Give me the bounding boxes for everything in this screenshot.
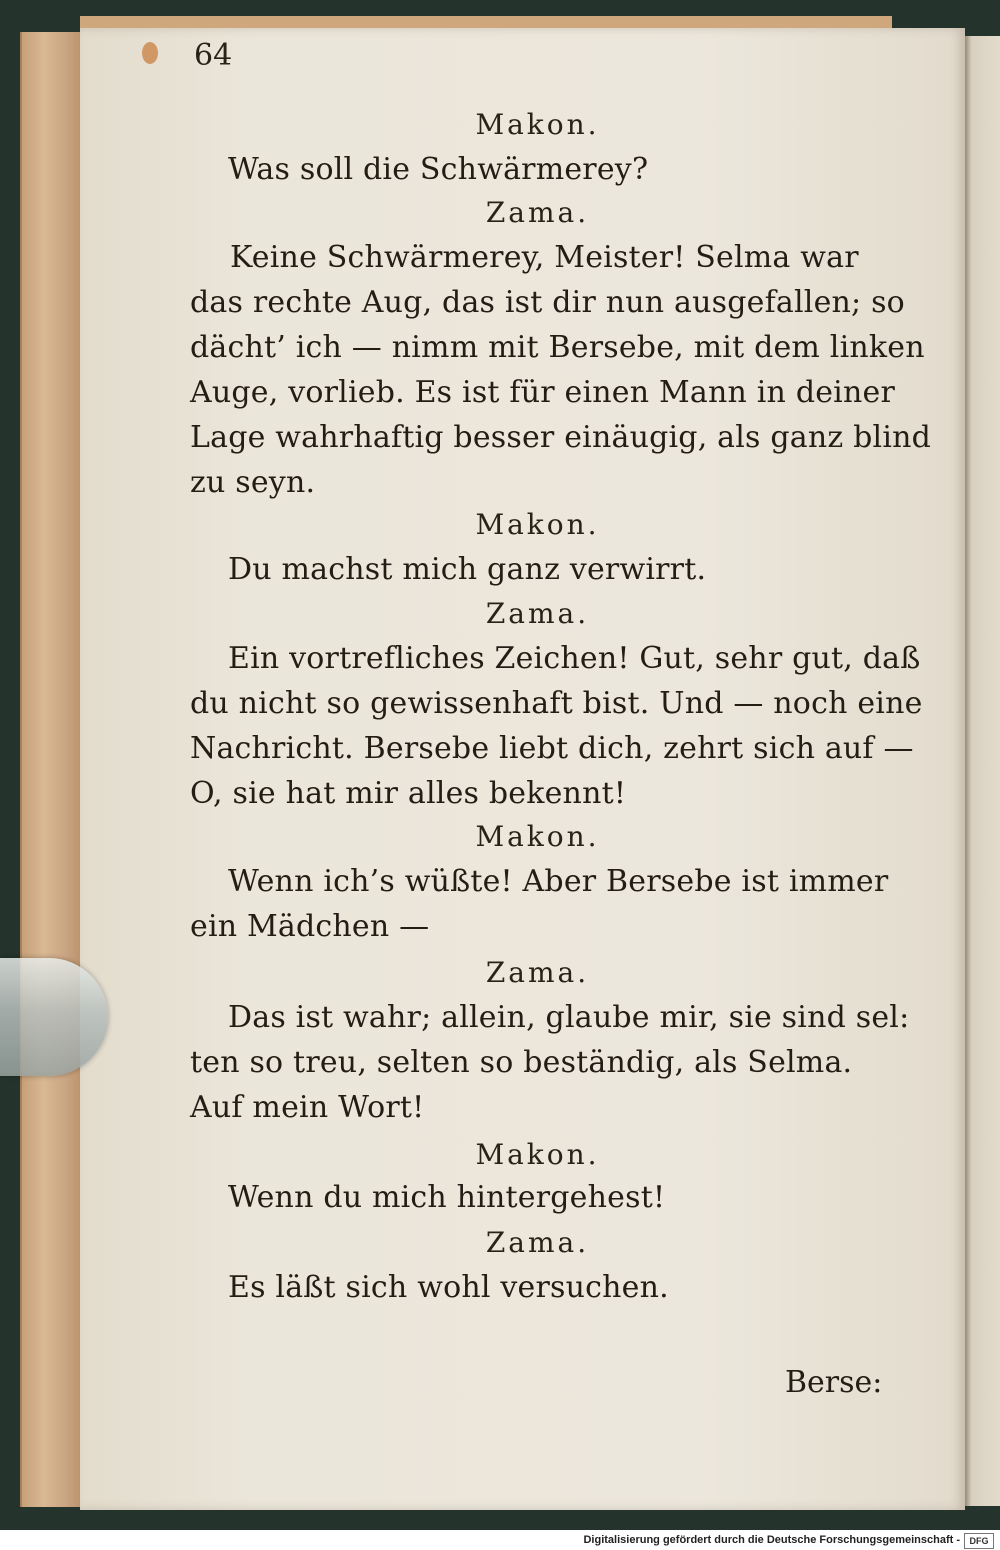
speaker-heading: Makon.: [475, 508, 600, 541]
catchword: Berse:: [785, 1365, 883, 1400]
text-line: dächt’ ich — nimm mit Bersebe, mit dem linken: [190, 330, 925, 365]
speaker-heading: Zama.: [485, 1226, 590, 1259]
text-line: Wenn ich’s wüßte! Aber Bersebe ist immer: [228, 864, 889, 899]
text-line: Was soll die Schwärmerey?: [228, 152, 649, 187]
speaker-heading: Zama.: [485, 597, 590, 630]
page-number: 64: [194, 38, 233, 73]
text-line: O, sie hat mir alles bekennt!: [190, 776, 627, 811]
text-line: Es läßt sich wohl versuchen.: [228, 1270, 669, 1305]
speaker-heading: Zama.: [485, 956, 590, 989]
text-line: Auf mein Wort!: [190, 1090, 425, 1125]
text-line: Keine Schwärmerey, Meister! Selma war: [230, 240, 859, 275]
speaker-heading: Makon.: [475, 108, 600, 141]
text-line: du nicht so gewissenhaft bist. Und — noch eine: [190, 686, 923, 721]
speaker-heading: Zama.: [485, 196, 590, 229]
text-line: Das ist wahr; allein, glaube mir, sie sind sel:: [228, 1000, 910, 1035]
text-line: Du machst mich ganz verwirrt.: [228, 552, 707, 587]
text-line: Auge, vorlieb. Es ist für einen Mann in deiner: [190, 375, 895, 410]
text-line: ten so treu, selten so beständig, als Selma.: [190, 1045, 853, 1080]
text-line: Wenn du mich hintergehest!: [228, 1180, 666, 1215]
footer-credit: Digitalisierung gefördert durch die Deutsche Forschungsgemeinschaft -: [583, 1534, 960, 1546]
text-line: Nachricht. Bersebe liebt dich, zehrt sich auf —: [190, 731, 914, 766]
text-line: ein Mädchen —: [190, 909, 430, 944]
facing-page-edge: [962, 36, 1000, 1506]
text-line: Ein vortrefliches Zeichen! Gut, sehr gut, daß: [228, 641, 921, 676]
book-page-edges: [20, 32, 84, 1507]
text-line: das rechte Aug, das ist dir nun ausgefallen; so: [190, 285, 905, 320]
speaker-heading: Makon.: [475, 820, 600, 853]
text-line: zu seyn.: [190, 465, 316, 500]
text-line: Lage wahrhaftig besser einäugig, als ganz blind: [190, 420, 932, 455]
paper-stain: [142, 42, 158, 64]
dfg-logo: DFG: [964, 1533, 994, 1549]
speaker-heading: Makon.: [475, 1138, 600, 1171]
